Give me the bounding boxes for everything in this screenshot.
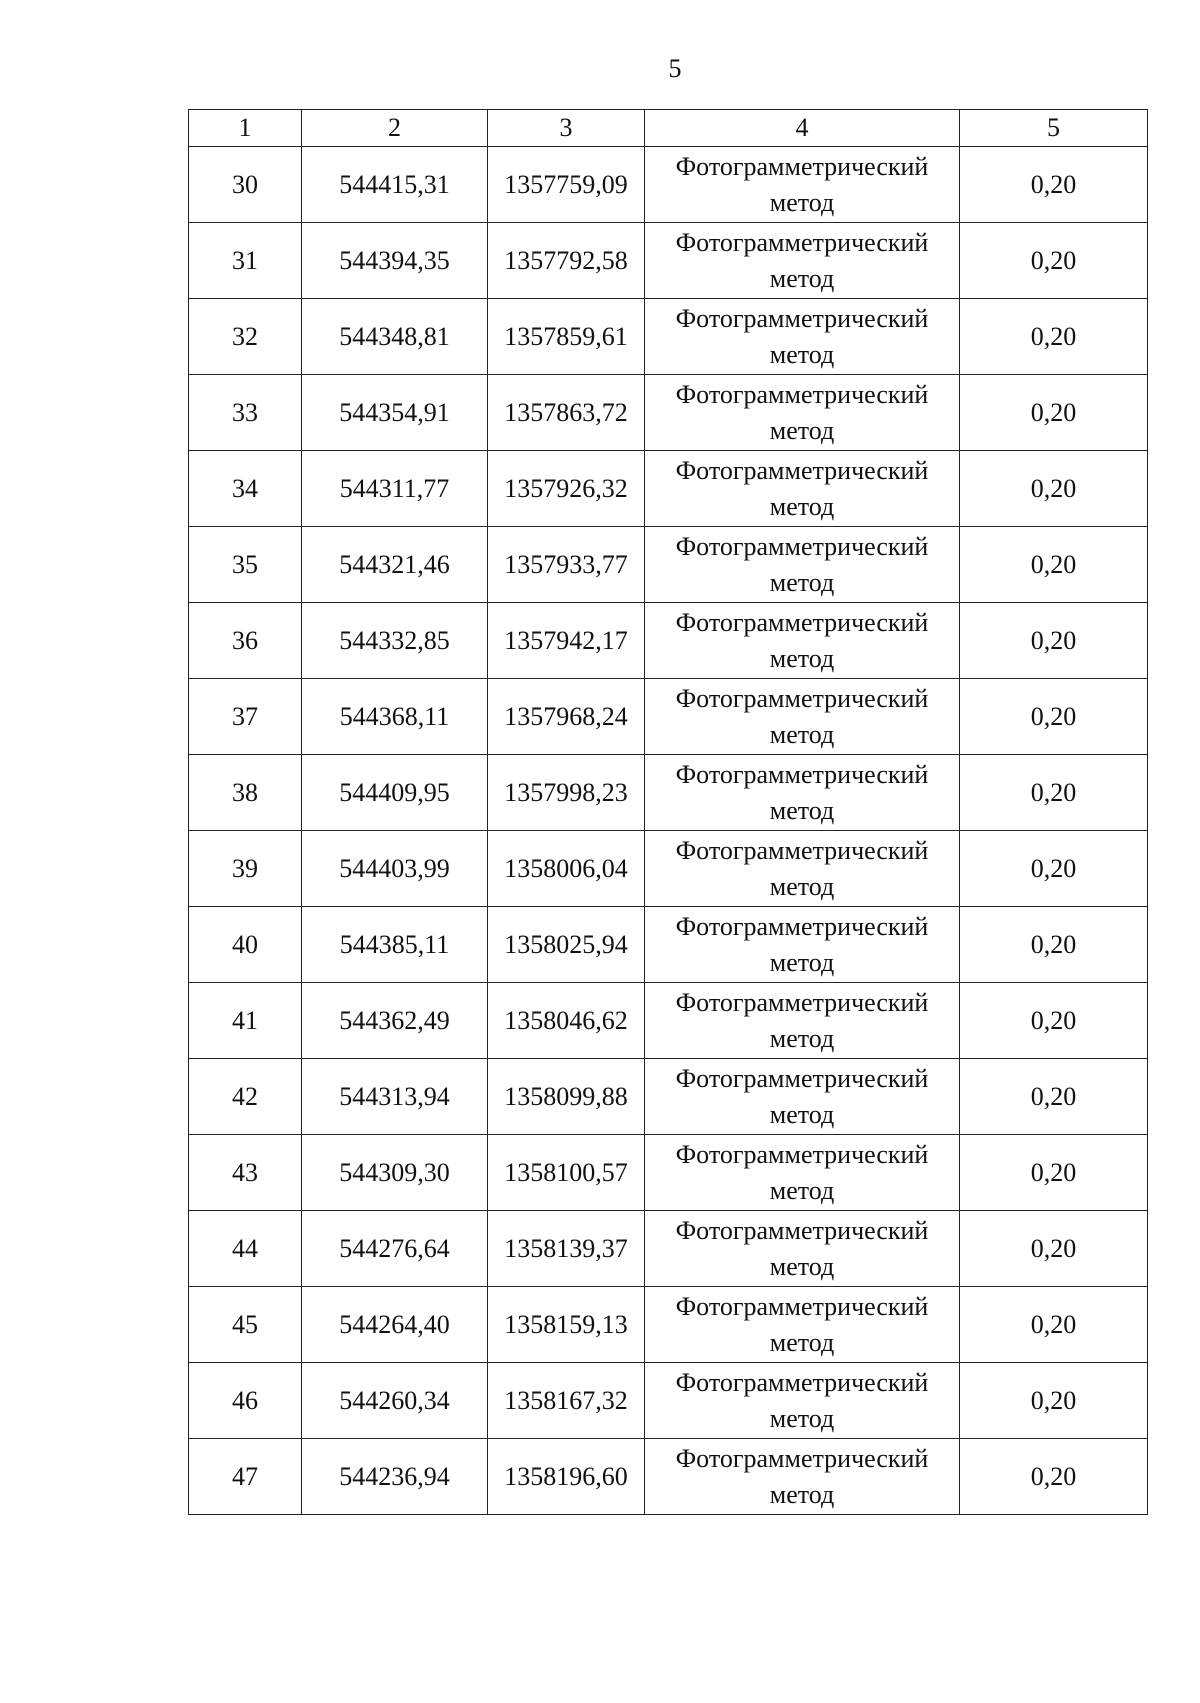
table-row — [189, 603, 1148, 679]
coordinates-table — [188, 109, 1148, 1515]
method-cell — [645, 983, 960, 1059]
method-cell — [645, 907, 960, 983]
table-row — [189, 983, 1148, 1059]
x-coordinate-cell: 544236,94 — [302, 1439, 488, 1515]
y-coordinate-cell: 1357942,17 — [488, 603, 645, 679]
point-number-cell: 40 — [189, 907, 302, 983]
accuracy-cell: 0,20 — [960, 1135, 1148, 1211]
method-cell — [645, 1439, 960, 1515]
point-number-cell: 33 — [189, 375, 302, 451]
x-coordinate-cell: 544313,94 — [302, 1059, 488, 1135]
method-line-1: Фотограмметрический — [675, 911, 929, 941]
y-coordinate-cell: 1358046,62 — [488, 983, 645, 1059]
method-line-2: метод — [769, 1175, 835, 1205]
method-cell — [645, 755, 960, 831]
point-number-cell: 34 — [189, 451, 302, 527]
method-line-1: Фотограмметрический — [675, 151, 929, 181]
point-number-cell: 41 — [189, 983, 302, 1059]
method-line-1: Фотограмметрический — [675, 1139, 929, 1169]
x-coordinate-cell: 544276,64 — [302, 1211, 488, 1287]
method-line-1: Фотограмметрический — [675, 835, 929, 865]
accuracy-cell: 0,20 — [960, 527, 1148, 603]
x-coordinate-cell: 544362,49 — [302, 983, 488, 1059]
method-cell — [645, 451, 960, 527]
table-row — [189, 375, 1148, 451]
accuracy-cell: 0,20 — [960, 1059, 1148, 1135]
accuracy-cell: 0,20 — [960, 1211, 1148, 1287]
table-row — [189, 831, 1148, 907]
table-row — [189, 1287, 1148, 1363]
point-number-cell: 45 — [189, 1287, 302, 1363]
method-line-2: метод — [769, 1251, 835, 1281]
table-row — [189, 527, 1148, 603]
method-line-2: метод — [769, 795, 835, 825]
method-line-1: Фотограмметрический — [675, 1215, 929, 1245]
table-row — [189, 147, 1148, 223]
method-line-2: метод — [769, 947, 835, 977]
point-number-cell: 32 — [189, 299, 302, 375]
method-line-2: метод — [769, 339, 835, 369]
method-line-1: Фотограмметрический — [675, 379, 929, 409]
y-coordinate-cell: 1357926,32 — [488, 451, 645, 527]
column-header-4: 4 — [645, 110, 960, 147]
point-number-cell: 37 — [189, 679, 302, 755]
accuracy-cell: 0,20 — [960, 907, 1148, 983]
method-line-1: Фотограмметрический — [675, 1291, 929, 1321]
y-coordinate-cell: 1358159,13 — [488, 1287, 645, 1363]
accuracy-cell: 0,20 — [960, 223, 1148, 299]
x-coordinate-cell: 544321,46 — [302, 527, 488, 603]
table-row — [189, 1059, 1148, 1135]
y-coordinate-cell: 1358099,88 — [488, 1059, 645, 1135]
accuracy-cell: 0,20 — [960, 1439, 1148, 1515]
y-coordinate-cell: 1357759,09 — [488, 147, 645, 223]
column-header-5: 5 — [960, 110, 1148, 147]
x-coordinate-cell: 544309,30 — [302, 1135, 488, 1211]
method-cell — [645, 603, 960, 679]
table-row — [189, 223, 1148, 299]
column-header-1: 1 — [189, 110, 302, 147]
table-row — [189, 299, 1148, 375]
x-coordinate-cell: 544368,11 — [302, 679, 488, 755]
accuracy-cell: 0,20 — [960, 831, 1148, 907]
y-coordinate-cell: 1358100,57 — [488, 1135, 645, 1211]
point-number-cell: 35 — [189, 527, 302, 603]
table-row — [189, 1363, 1148, 1439]
y-coordinate-cell: 1357859,61 — [488, 299, 645, 375]
y-coordinate-cell: 1357968,24 — [488, 679, 645, 755]
point-number-cell: 43 — [189, 1135, 302, 1211]
column-header-2: 2 — [302, 110, 488, 147]
method-cell — [645, 1363, 960, 1439]
point-number-cell: 31 — [189, 223, 302, 299]
x-coordinate-cell: 544348,81 — [302, 299, 488, 375]
method-line-2: метод — [769, 187, 835, 217]
method-cell — [645, 223, 960, 299]
x-coordinate-cell: 544409,95 — [302, 755, 488, 831]
table-body — [189, 147, 1148, 1515]
accuracy-cell: 0,20 — [960, 299, 1148, 375]
method-line-1: Фотограмметрический — [675, 455, 929, 485]
method-line-2: метод — [769, 1099, 835, 1129]
x-coordinate-cell: 544403,99 — [302, 831, 488, 907]
method-line-2: метод — [769, 567, 835, 597]
x-coordinate-cell: 544264,40 — [302, 1287, 488, 1363]
accuracy-cell: 0,20 — [960, 755, 1148, 831]
accuracy-cell: 0,20 — [960, 375, 1148, 451]
point-number-cell: 44 — [189, 1211, 302, 1287]
table-header — [189, 110, 1148, 147]
method-line-1: Фотограмметрический — [675, 607, 929, 637]
x-coordinate-cell: 544394,35 — [302, 223, 488, 299]
method-line-1: Фотограмметрический — [675, 683, 929, 713]
x-coordinate-cell: 544260,34 — [302, 1363, 488, 1439]
method-cell — [645, 1059, 960, 1135]
method-line-1: Фотограмметрический — [675, 303, 929, 333]
point-number-cell: 38 — [189, 755, 302, 831]
method-cell — [645, 1211, 960, 1287]
column-header-3: 3 — [488, 110, 645, 147]
method-cell — [645, 527, 960, 603]
point-number-cell: 36 — [189, 603, 302, 679]
method-line-2: метод — [769, 1023, 835, 1053]
header-row — [189, 110, 1148, 147]
table-row — [189, 451, 1148, 527]
x-coordinate-cell: 544354,91 — [302, 375, 488, 451]
point-number-cell: 47 — [189, 1439, 302, 1515]
method-line-1: Фотограмметрический — [675, 1063, 929, 1093]
x-coordinate-cell: 544332,85 — [302, 603, 488, 679]
x-coordinate-cell: 544311,77 — [302, 451, 488, 527]
method-cell — [645, 1287, 960, 1363]
y-coordinate-cell: 1357998,23 — [488, 755, 645, 831]
method-line-2: метод — [769, 643, 835, 673]
method-line-1: Фотограмметрический — [675, 1443, 929, 1473]
method-line-1: Фотограмметрический — [675, 1367, 929, 1397]
method-cell — [645, 299, 960, 375]
table-row — [189, 1439, 1148, 1515]
accuracy-cell: 0,20 — [960, 679, 1148, 755]
y-coordinate-cell: 1357792,58 — [488, 223, 645, 299]
table-row — [189, 1211, 1148, 1287]
accuracy-cell: 0,20 — [960, 603, 1148, 679]
table-row — [189, 907, 1148, 983]
x-coordinate-cell: 544385,11 — [302, 907, 488, 983]
method-cell — [645, 1135, 960, 1211]
page-number: 5 — [668, 54, 682, 83]
method-line-1: Фотограмметрический — [675, 531, 929, 561]
y-coordinate-cell: 1357933,77 — [488, 527, 645, 603]
x-coordinate-cell: 544415,31 — [302, 147, 488, 223]
accuracy-cell: 0,20 — [960, 147, 1148, 223]
method-line-1: Фотограмметрический — [675, 227, 929, 257]
method-line-1: Фотограмметрический — [675, 987, 929, 1017]
method-line-2: метод — [769, 263, 835, 293]
method-cell — [645, 375, 960, 451]
accuracy-cell: 0,20 — [960, 1363, 1148, 1439]
table-row — [189, 679, 1148, 755]
y-coordinate-cell: 1358196,60 — [488, 1439, 645, 1515]
y-coordinate-cell: 1358006,04 — [488, 831, 645, 907]
accuracy-cell: 0,20 — [960, 451, 1148, 527]
table-row — [189, 755, 1148, 831]
method-cell — [645, 831, 960, 907]
method-line-2: метод — [769, 1479, 835, 1509]
y-coordinate-cell: 1358025,94 — [488, 907, 645, 983]
y-coordinate-cell: 1358139,37 — [488, 1211, 645, 1287]
method-line-2: метод — [769, 1403, 835, 1433]
y-coordinate-cell: 1358167,32 — [488, 1363, 645, 1439]
method-line-2: метод — [769, 415, 835, 445]
method-cell — [645, 679, 960, 755]
point-number-cell: 46 — [189, 1363, 302, 1439]
accuracy-cell: 0,20 — [960, 983, 1148, 1059]
table-row — [189, 1135, 1148, 1211]
method-line-2: метод — [769, 1327, 835, 1357]
method-line-2: метод — [769, 871, 835, 901]
method-line-2: метод — [769, 719, 835, 749]
method-cell — [645, 147, 960, 223]
method-line-1: Фотограмметрический — [675, 759, 929, 789]
accuracy-cell: 0,20 — [960, 1287, 1148, 1363]
point-number-cell: 42 — [189, 1059, 302, 1135]
method-line-2: метод — [769, 491, 835, 521]
point-number-cell: 39 — [189, 831, 302, 907]
y-coordinate-cell: 1357863,72 — [488, 375, 645, 451]
point-number-cell: 30 — [189, 147, 302, 223]
